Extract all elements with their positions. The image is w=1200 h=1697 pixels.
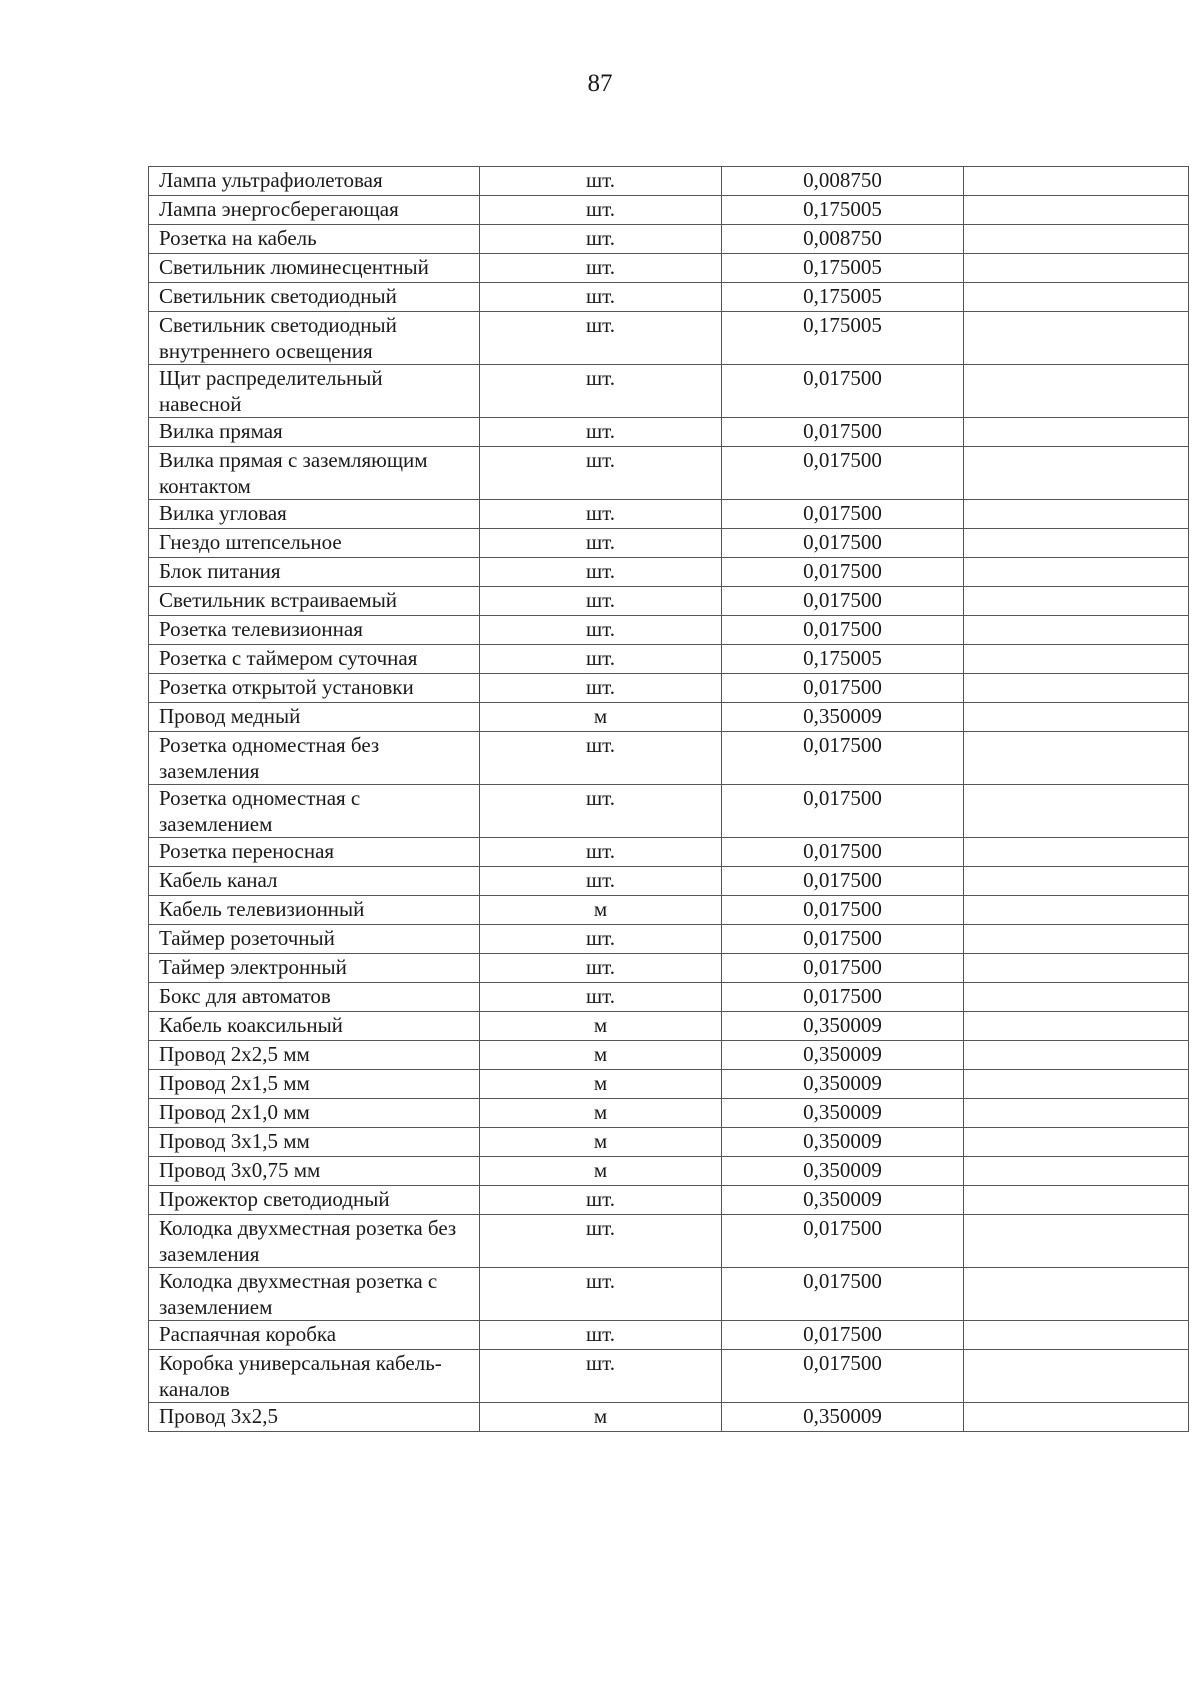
table-row xyxy=(149,1012,1189,1041)
empty-cell xyxy=(964,418,1189,447)
unit-cell: шт. xyxy=(480,418,722,447)
quantity-cell: 0,350009 xyxy=(722,1070,964,1099)
table-row xyxy=(149,1186,1189,1215)
unit-cell: шт. xyxy=(480,616,722,645)
empty-cell xyxy=(964,1268,1189,1321)
quantity-cell: 0,350009 xyxy=(722,1157,964,1186)
empty-cell xyxy=(964,167,1189,196)
quantity-cell: 0,175005 xyxy=(722,196,964,225)
unit-cell: шт. xyxy=(480,867,722,896)
page-number: 87 xyxy=(587,70,613,97)
item-name-cell: Блок питания xyxy=(149,558,480,587)
table-row xyxy=(149,954,1189,983)
item-name-cell: Кабель коаксильный xyxy=(149,1012,480,1041)
empty-cell xyxy=(964,1070,1189,1099)
item-name-cell: Розетка телевизионная xyxy=(149,616,480,645)
table-row xyxy=(149,1128,1189,1157)
quantity-cell: 0,017500 xyxy=(722,1268,964,1321)
unit-cell: шт. xyxy=(480,925,722,954)
item-name-cell: Распаячная коробка xyxy=(149,1321,480,1350)
table-row xyxy=(149,1215,1189,1268)
unit-cell: шт. xyxy=(480,312,722,365)
item-name-cell: Провод 2х1,0 мм xyxy=(149,1099,480,1128)
empty-cell xyxy=(964,283,1189,312)
table-row xyxy=(149,558,1189,587)
empty-cell xyxy=(964,1350,1189,1403)
quantity-cell: 0,017500 xyxy=(722,867,964,896)
empty-cell xyxy=(964,500,1189,529)
table-row xyxy=(149,1403,1189,1432)
materials-table xyxy=(148,166,1189,1432)
empty-cell xyxy=(964,1321,1189,1350)
table-row xyxy=(149,674,1189,703)
item-name-cell: Лампа ультрафиолетовая xyxy=(149,167,480,196)
table-row xyxy=(149,587,1189,616)
quantity-cell: 0,017500 xyxy=(722,925,964,954)
empty-cell xyxy=(964,703,1189,732)
table-row xyxy=(149,447,1189,500)
table-row xyxy=(149,1041,1189,1070)
item-name-cell: Светильник люминесцентный xyxy=(149,254,480,283)
empty-cell xyxy=(964,1041,1189,1070)
item-name-cell: Провод 3х1,5 мм xyxy=(149,1128,480,1157)
materials-table-body xyxy=(149,167,1189,1432)
table-row xyxy=(149,1157,1189,1186)
unit-cell: м xyxy=(480,1403,722,1432)
quantity-cell: 0,350009 xyxy=(722,1186,964,1215)
empty-cell xyxy=(964,365,1189,418)
table-row xyxy=(149,732,1189,785)
empty-cell xyxy=(964,1099,1189,1128)
quantity-cell: 0,350009 xyxy=(722,1128,964,1157)
item-name-cell: Бокс для автоматов xyxy=(149,983,480,1012)
unit-cell: шт. xyxy=(480,645,722,674)
table-row xyxy=(149,867,1189,896)
quantity-cell: 0,017500 xyxy=(722,558,964,587)
item-name-cell: Провод 3х0,75 мм xyxy=(149,1157,480,1186)
quantity-cell: 0,008750 xyxy=(722,167,964,196)
table-row xyxy=(149,196,1189,225)
table-row xyxy=(149,254,1189,283)
unit-cell: шт. xyxy=(480,365,722,418)
table-row xyxy=(149,645,1189,674)
unit-cell: шт. xyxy=(480,838,722,867)
item-name-cell: Провод 3х2,5 xyxy=(149,1403,480,1432)
empty-cell xyxy=(964,896,1189,925)
unit-cell: шт. xyxy=(480,283,722,312)
table-row xyxy=(149,225,1189,254)
table-row xyxy=(149,616,1189,645)
quantity-cell: 0,175005 xyxy=(722,283,964,312)
empty-cell xyxy=(964,1157,1189,1186)
item-name-cell: Лампа энергосберегающая xyxy=(149,196,480,225)
empty-cell xyxy=(964,867,1189,896)
table-row xyxy=(149,529,1189,558)
unit-cell: шт. xyxy=(480,732,722,785)
quantity-cell: 0,017500 xyxy=(722,365,964,418)
table-row xyxy=(149,1350,1189,1403)
empty-cell xyxy=(964,838,1189,867)
empty-cell xyxy=(964,1215,1189,1268)
quantity-cell: 0,175005 xyxy=(722,254,964,283)
quantity-cell: 0,017500 xyxy=(722,1215,964,1268)
unit-cell: шт. xyxy=(480,254,722,283)
empty-cell xyxy=(964,587,1189,616)
item-name-cell: Розетка на кабель xyxy=(149,225,480,254)
empty-cell xyxy=(964,954,1189,983)
quantity-cell: 0,017500 xyxy=(722,529,964,558)
quantity-cell: 0,017500 xyxy=(722,785,964,838)
empty-cell xyxy=(964,732,1189,785)
empty-cell xyxy=(964,529,1189,558)
unit-cell: м xyxy=(480,1128,722,1157)
empty-cell xyxy=(964,1012,1189,1041)
quantity-cell: 0,017500 xyxy=(722,896,964,925)
item-name-cell: Вилка угловая xyxy=(149,500,480,529)
item-name-cell: Провод 2х1,5 мм xyxy=(149,1070,480,1099)
quantity-cell: 0,008750 xyxy=(722,225,964,254)
unit-cell: м xyxy=(480,1070,722,1099)
quantity-cell: 0,017500 xyxy=(722,1350,964,1403)
unit-cell: шт. xyxy=(480,529,722,558)
quantity-cell: 0,350009 xyxy=(722,1099,964,1128)
empty-cell xyxy=(964,983,1189,1012)
quantity-cell: 0,017500 xyxy=(722,418,964,447)
unit-cell: м xyxy=(480,1099,722,1128)
item-name-cell: Коробка универсальная кабель-каналов xyxy=(149,1350,480,1403)
quantity-cell: 0,350009 xyxy=(722,1041,964,1070)
empty-cell xyxy=(964,1403,1189,1432)
item-name-cell: Кабель канал xyxy=(149,867,480,896)
table-row xyxy=(149,365,1189,418)
unit-cell: м xyxy=(480,1012,722,1041)
empty-cell xyxy=(964,1186,1189,1215)
table-row xyxy=(149,167,1189,196)
item-name-cell: Таймер электронный xyxy=(149,954,480,983)
empty-cell xyxy=(964,254,1189,283)
empty-cell xyxy=(964,925,1189,954)
item-name-cell: Розетка переносная xyxy=(149,838,480,867)
table-row xyxy=(149,785,1189,838)
item-name-cell: Светильник светодиодный внутреннего освещения xyxy=(149,312,480,365)
empty-cell xyxy=(964,645,1189,674)
item-name-cell: Светильник светодиодный xyxy=(149,283,480,312)
empty-cell xyxy=(964,558,1189,587)
unit-cell: шт. xyxy=(480,196,722,225)
unit-cell: шт. xyxy=(480,785,722,838)
empty-cell xyxy=(964,616,1189,645)
unit-cell: м xyxy=(480,1041,722,1070)
item-name-cell: Провод 2х2,5 мм xyxy=(149,1041,480,1070)
table-row xyxy=(149,1070,1189,1099)
item-name-cell: Щит распределительный навесной xyxy=(149,365,480,418)
table-row xyxy=(149,925,1189,954)
table-row xyxy=(149,983,1189,1012)
quantity-cell: 0,175005 xyxy=(722,645,964,674)
unit-cell: шт. xyxy=(480,983,722,1012)
unit-cell: м xyxy=(480,703,722,732)
quantity-cell: 0,350009 xyxy=(722,1012,964,1041)
item-name-cell: Вилка прямая xyxy=(149,418,480,447)
unit-cell: шт. xyxy=(480,558,722,587)
unit-cell: шт. xyxy=(480,1350,722,1403)
empty-cell xyxy=(964,312,1189,365)
empty-cell xyxy=(964,225,1189,254)
unit-cell: шт. xyxy=(480,1186,722,1215)
empty-cell xyxy=(964,1128,1189,1157)
item-name-cell: Таймер розеточный xyxy=(149,925,480,954)
table-row xyxy=(149,703,1189,732)
table-row xyxy=(149,312,1189,365)
table-row xyxy=(149,500,1189,529)
quantity-cell: 0,017500 xyxy=(722,954,964,983)
unit-cell: шт. xyxy=(480,1321,722,1350)
item-name-cell: Розетка открытой установки xyxy=(149,674,480,703)
quantity-cell: 0,017500 xyxy=(722,838,964,867)
quantity-cell: 0,017500 xyxy=(722,587,964,616)
table-row xyxy=(149,838,1189,867)
table-row xyxy=(149,283,1189,312)
unit-cell: шт. xyxy=(480,500,722,529)
unit-cell: шт. xyxy=(480,674,722,703)
item-name-cell: Провод медный xyxy=(149,703,480,732)
item-name-cell: Гнездо штепсельное xyxy=(149,529,480,558)
table-row xyxy=(149,896,1189,925)
unit-cell: м xyxy=(480,1157,722,1186)
unit-cell: шт. xyxy=(480,587,722,616)
quantity-cell: 0,017500 xyxy=(722,1321,964,1350)
item-name-cell: Розетка с таймером суточная xyxy=(149,645,480,674)
table-row xyxy=(149,1099,1189,1128)
quantity-cell: 0,017500 xyxy=(722,732,964,785)
table-row xyxy=(149,1321,1189,1350)
quantity-cell: 0,017500 xyxy=(722,616,964,645)
item-name-cell: Колодка двухместная розетка без заземления xyxy=(149,1215,480,1268)
quantity-cell: 0,350009 xyxy=(722,703,964,732)
quantity-cell: 0,017500 xyxy=(722,674,964,703)
empty-cell xyxy=(964,196,1189,225)
item-name-cell: Светильник встраиваемый xyxy=(149,587,480,616)
empty-cell xyxy=(964,674,1189,703)
empty-cell xyxy=(964,447,1189,500)
quantity-cell: 0,017500 xyxy=(722,447,964,500)
item-name-cell: Розетка одноместная с заземлением xyxy=(149,785,480,838)
item-name-cell: Вилка прямая с заземляющим контактом xyxy=(149,447,480,500)
quantity-cell: 0,175005 xyxy=(722,312,964,365)
unit-cell: шт. xyxy=(480,954,722,983)
unit-cell: м xyxy=(480,896,722,925)
unit-cell: шт. xyxy=(480,1268,722,1321)
item-name-cell: Колодка двухместная розетка с заземлением xyxy=(149,1268,480,1321)
empty-cell xyxy=(964,785,1189,838)
quantity-cell: 0,017500 xyxy=(722,500,964,529)
table-row xyxy=(149,1268,1189,1321)
quantity-cell: 0,350009 xyxy=(722,1403,964,1432)
item-name-cell: Прожектор светодиодный xyxy=(149,1186,480,1215)
unit-cell: шт. xyxy=(480,167,722,196)
unit-cell: шт. xyxy=(480,1215,722,1268)
unit-cell: шт. xyxy=(480,225,722,254)
item-name-cell: Кабель телевизионный xyxy=(149,896,480,925)
table-row xyxy=(149,418,1189,447)
quantity-cell: 0,017500 xyxy=(722,983,964,1012)
unit-cell: шт. xyxy=(480,447,722,500)
item-name-cell: Розетка одноместная без заземления xyxy=(149,732,480,785)
